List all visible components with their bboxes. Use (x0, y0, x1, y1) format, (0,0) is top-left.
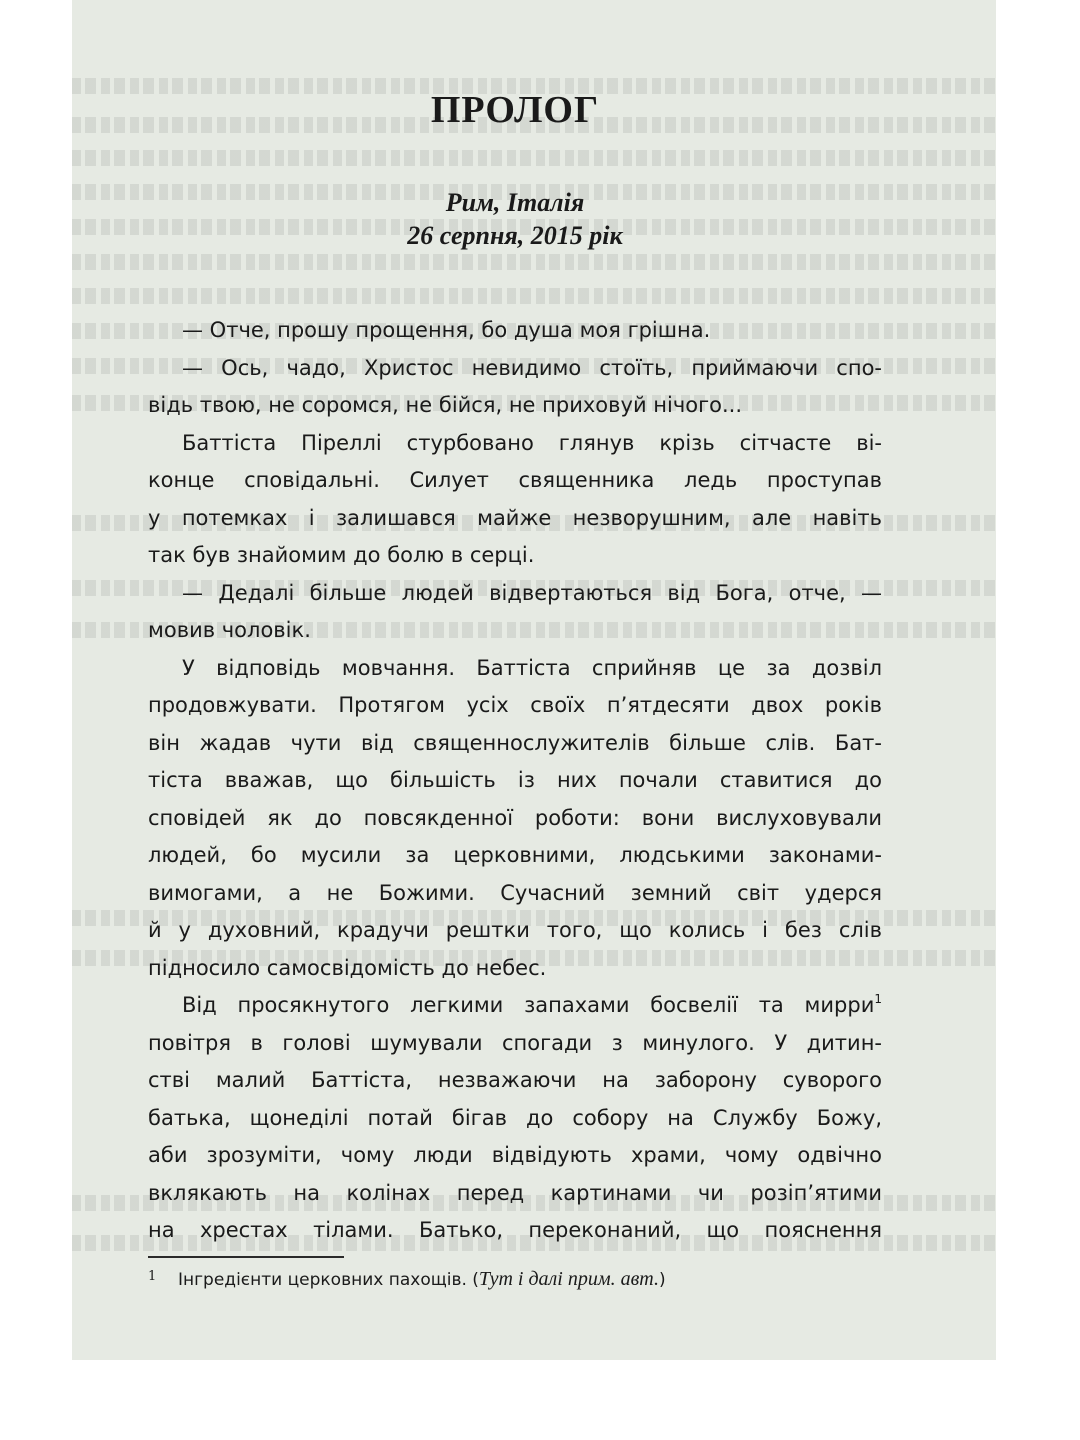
text-line: на хрестах тілами. Батько, переконаний, що пояснення (148, 1218, 882, 1242)
footnote (148, 1268, 882, 1291)
chapter-place: Рим, Італія (445, 188, 585, 217)
text-line: у потемках і залишався майже незворушним, але навіть (148, 506, 882, 530)
chapter-date: 26 серпня, 2015 рік (407, 221, 623, 250)
text-line: підносило самосвідомість до небес. (148, 956, 547, 980)
text-line: конце сповідальні. Силует священника ледь проступав (148, 468, 882, 492)
text-line: У відповідь мовчання. Баттіста сприйняв це за дозвіл (182, 656, 882, 680)
footnote-text: Інгредієнти церковних пахощів. ( (178, 1270, 479, 1290)
text-line: тіста вважав, що більшість із них почали ставитися до (148, 768, 882, 792)
text-line: — Ось, чадо, Христос невидимо стоїть, приймаючи спо- (182, 356, 882, 380)
text-line: мовив чоловік. (148, 618, 311, 642)
book-page (72, 0, 996, 1360)
text-line: батька, щонеділі потай бігав до собору на Службу Божу, (148, 1106, 882, 1130)
footnote-italic: Тут і далі прим. авт. (478, 1268, 659, 1290)
footnote-mark: 1 (148, 1269, 157, 1284)
text-line: стві малий Баттіста, незважаючи на заборону суворого (148, 1068, 882, 1092)
text-line: аби зрозуміти, чому люди відвідують храми, чому одвічно (148, 1143, 882, 1167)
text-line: — Дедалі більше людей відвертаються від Бога, отче, — (182, 581, 882, 605)
bleed-through-text (72, 254, 996, 270)
footnote-reference: 1 (874, 992, 882, 1006)
footnote-divider (148, 1256, 344, 1258)
text-line: сповідей як до повсякденної роботи: вони вислуховували (148, 806, 882, 830)
text-line: вимогами, а не Божими. Сучасний земний світ удерся (148, 881, 882, 905)
text-line: продовжувати. Протягом усіх своїх п’ятдесяти двох років (148, 693, 882, 717)
bleed-through-text (72, 150, 996, 166)
bleed-through-text (72, 288, 996, 304)
footnote-close: ) (658, 1270, 666, 1290)
text-line: — Отче, прошу прощення, бо душа моя грішна. (182, 318, 711, 342)
text-line: Від просякнутого легкими запахами босвелії та мирри (182, 993, 875, 1017)
text-line: повітря в голові шумували спогади з минулого. У дитин- (148, 1031, 882, 1055)
text-line: відь твою, не соромся, не бійся, не приховуй нічого... (148, 393, 742, 417)
text-line: він жадав чути від священнослужителів більше слів. Бат- (148, 731, 882, 755)
text-line: Баттіста Піреллі стурбовано глянув крізь сітчасте ві- (182, 431, 882, 455)
text-line: людей, бо мусили за церковними, людськими законами- (148, 843, 882, 867)
text-line: так був знайомим до болю в серці. (148, 543, 535, 567)
text-line: й у духовний, крадучи рештки того, що колись і без слів (148, 918, 882, 942)
chapter-title: ПРОЛОГ (430, 89, 600, 131)
text-line: вклякають на колінах перед картинами чи розіп’ятими (148, 1181, 882, 1205)
text-line-with-note (148, 988, 882, 1022)
